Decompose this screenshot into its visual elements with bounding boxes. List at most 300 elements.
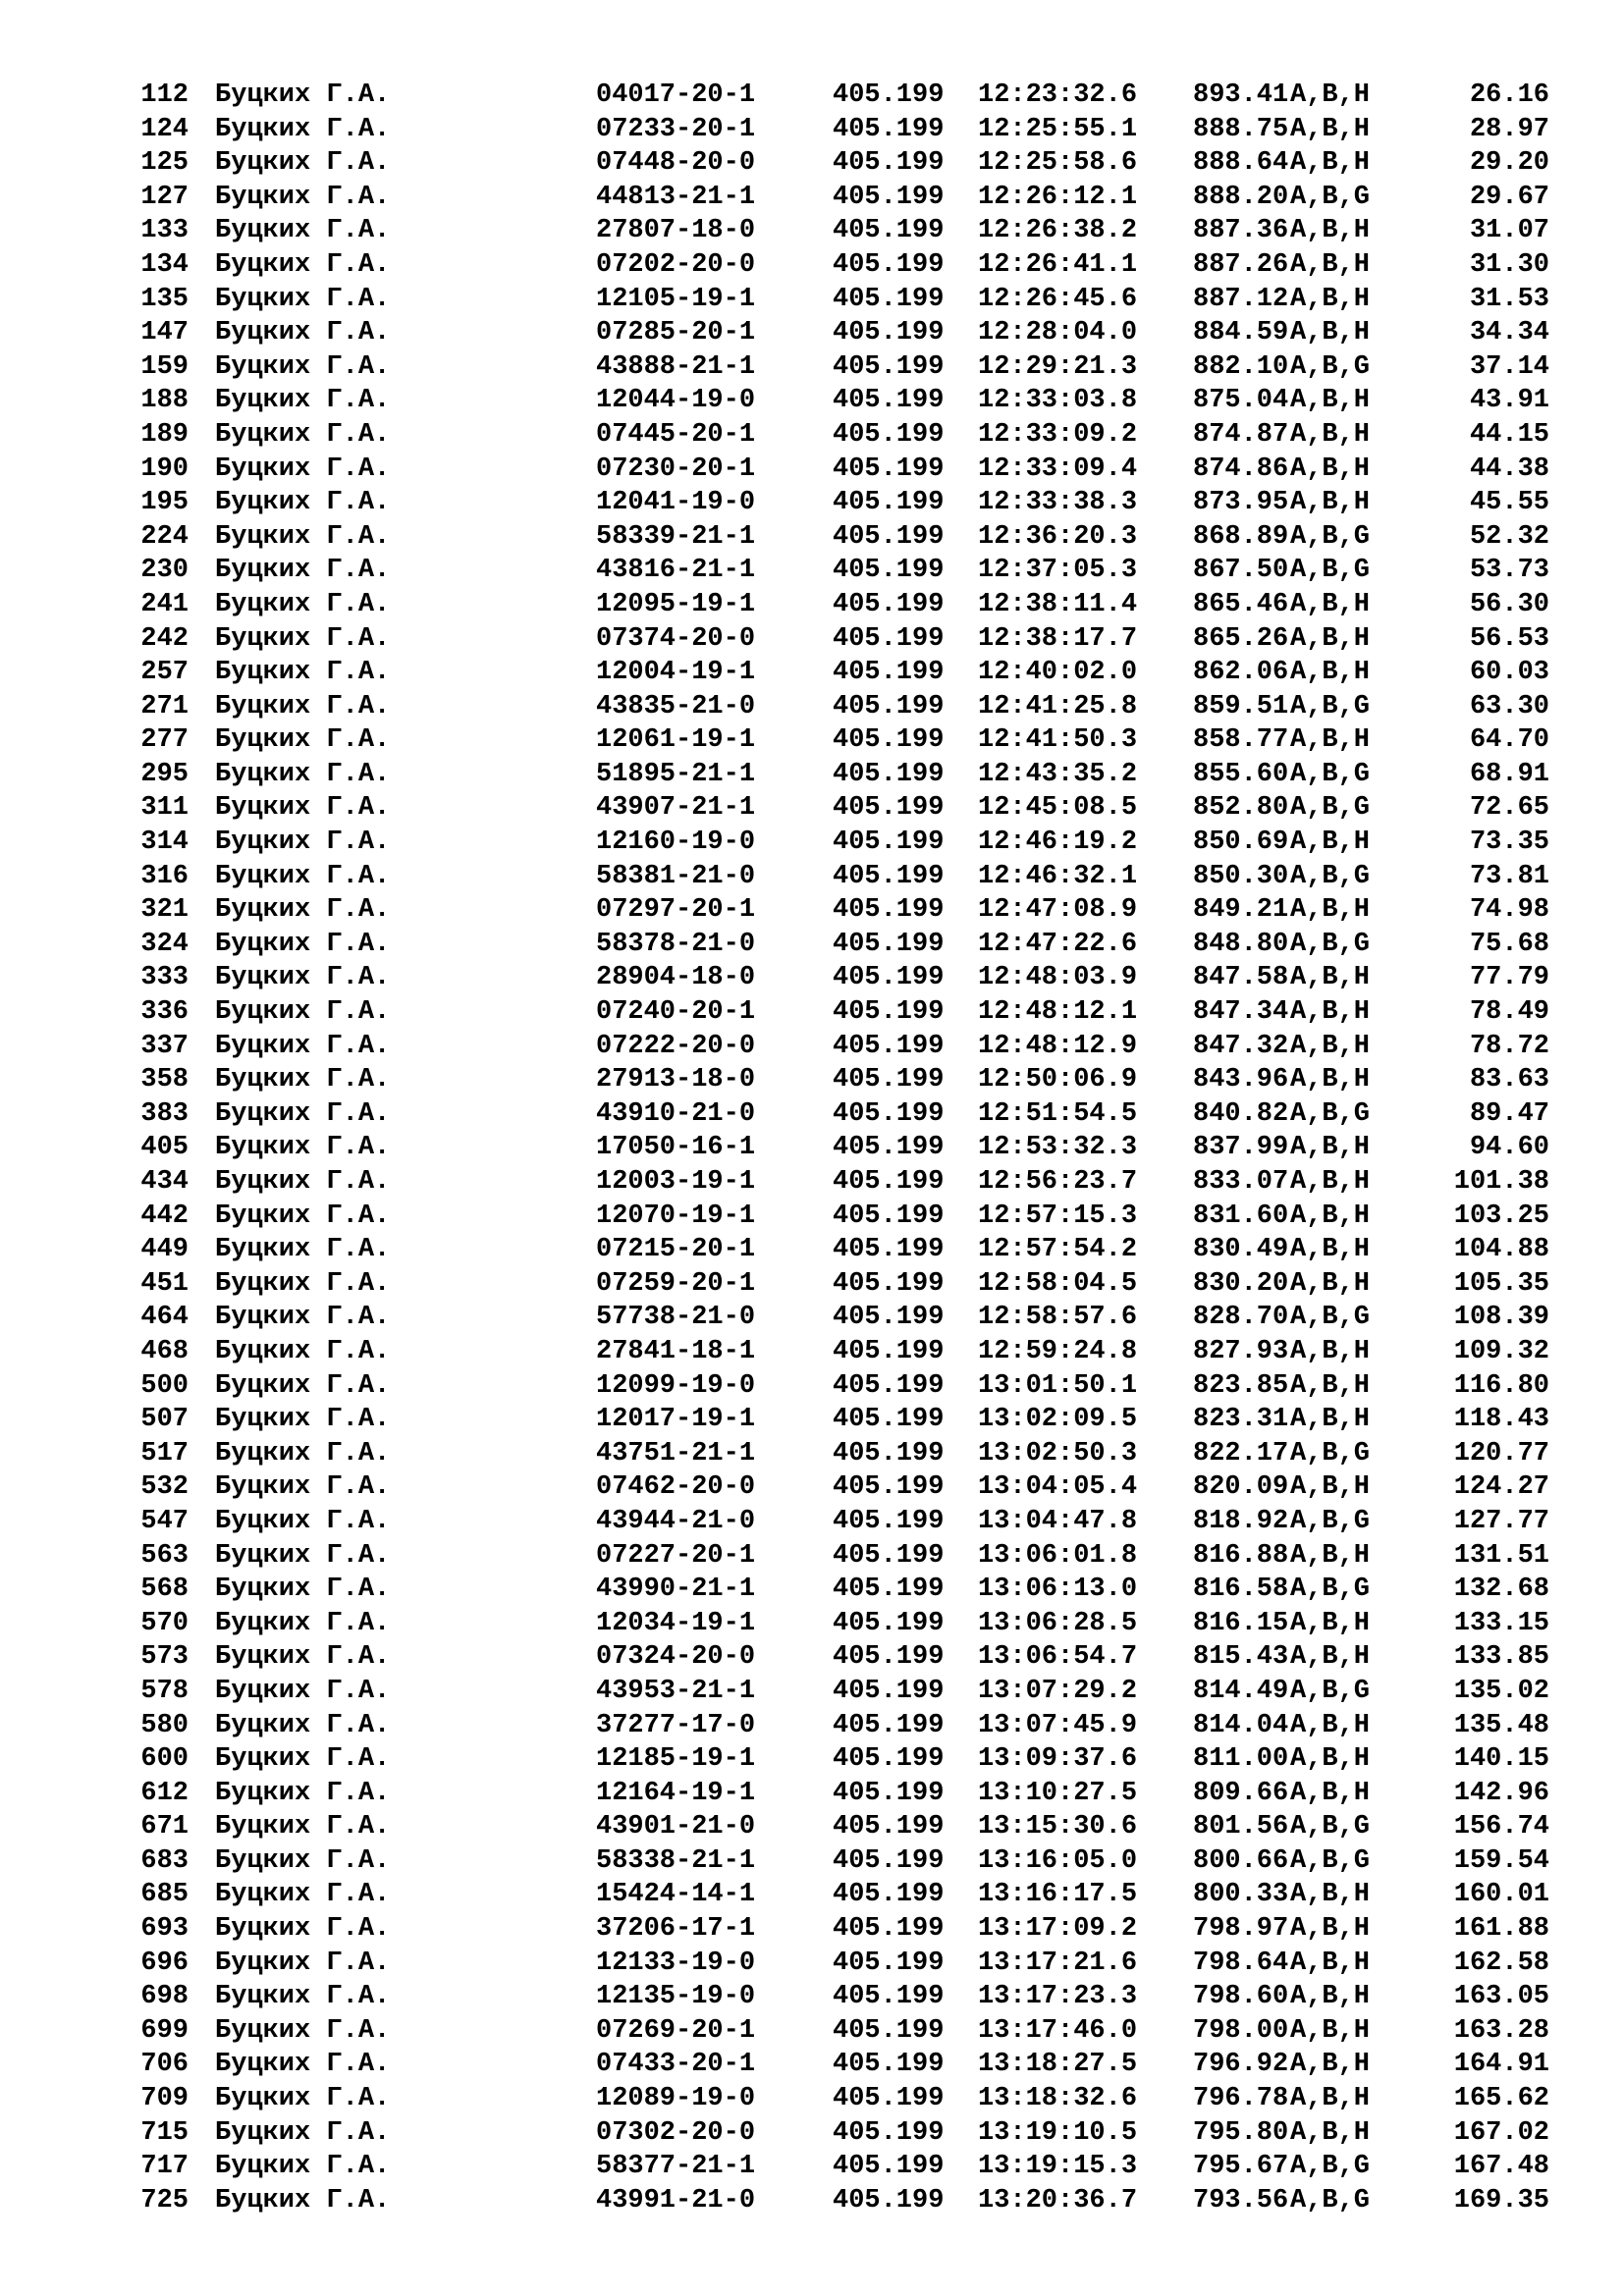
object-code: 07233-20-1 [596, 114, 756, 144]
measurement-value: 848.80 [1193, 929, 1289, 959]
object-code: 12041-19-0 [596, 488, 756, 518]
result-value: 131.51 [1453, 1540, 1549, 1571]
object-code: 12003-19-1 [596, 1167, 756, 1197]
row-number: 709 [140, 2084, 189, 2114]
result-value: 68.91 [1469, 759, 1549, 789]
measurement-value: 887.12 [1193, 284, 1289, 314]
row-number: 698 [140, 1982, 189, 2012]
table-row [137, 1640, 1600, 1675]
flags: A,B,H [1290, 1133, 1371, 1163]
object-code: 07259-20-1 [596, 1268, 756, 1299]
observer-name: Буцких Г.А. [215, 1336, 391, 1366]
measurement-value: 875.04 [1193, 386, 1289, 416]
observer-name: Буцких Г.А. [215, 589, 391, 619]
flags: A,B,G [1290, 759, 1371, 789]
object-code: 07433-20-1 [596, 2050, 756, 2080]
result-value: 118.43 [1453, 1405, 1549, 1435]
measurement-value: 865.46 [1193, 589, 1289, 619]
table-row [137, 1030, 1600, 1064]
observation-time: 12:25:58.6 [978, 148, 1138, 179]
object-code: 07222-20-0 [596, 1031, 756, 1061]
flags: A,B,G [1290, 691, 1371, 721]
observation-time: 13:07:29.2 [978, 1676, 1138, 1706]
object-code: 15424-14-1 [596, 1880, 756, 1910]
flags: A,B,H [1290, 284, 1371, 314]
observation-time: 12:46:19.2 [978, 828, 1138, 858]
row-number: 706 [140, 2050, 189, 2080]
row-number: 547 [140, 1506, 189, 1536]
object-code: 43991-21-0 [596, 2185, 756, 2216]
session-id: 405.199 [833, 2117, 945, 2148]
observation-time: 12:41:50.3 [978, 725, 1138, 756]
observer-name: Буцких Г.А. [215, 2152, 391, 2182]
table-row [137, 214, 1600, 248]
flags: A,B,H [1290, 2084, 1371, 2114]
observation-time: 13:04:47.8 [978, 1506, 1138, 1536]
measurement-value: 811.00 [1193, 1744, 1289, 1775]
observation-time: 12:25:55.1 [978, 114, 1138, 144]
flags: A,B,H [1290, 318, 1371, 348]
result-value: 31.07 [1469, 216, 1549, 246]
observation-time: 12:50:06.9 [978, 1065, 1138, 1095]
session-id: 405.199 [833, 419, 945, 450]
session-id: 405.199 [833, 1710, 945, 1740]
flags: A,B,H [1290, 1201, 1371, 1231]
result-value: 127.77 [1453, 1506, 1549, 1536]
observation-time: 12:41:25.8 [978, 691, 1138, 721]
result-value: 28.97 [1469, 114, 1549, 144]
measurement-value: 816.58 [1193, 1575, 1289, 1605]
table-row [137, 1539, 1600, 1574]
flags: A,B,H [1290, 1880, 1371, 1910]
row-number: 725 [140, 2185, 189, 2216]
result-value: 116.80 [1453, 1370, 1549, 1401]
session-id: 405.199 [833, 691, 945, 721]
table-row [137, 656, 1600, 690]
flags: A,B,H [1290, 148, 1371, 179]
observation-time: 12:36:20.3 [978, 521, 1138, 552]
flags: A,B,H [1290, 963, 1371, 993]
session-id: 405.199 [833, 1405, 945, 1435]
session-id: 405.199 [833, 1098, 945, 1129]
result-value: 26.16 [1469, 80, 1549, 110]
measurement-value: 847.58 [1193, 963, 1289, 993]
measurement-value: 798.60 [1193, 1982, 1289, 2012]
row-number: 685 [140, 1880, 189, 1910]
observer-name: Буцких Г.А. [215, 963, 391, 993]
object-code: 12135-19-0 [596, 1982, 756, 2012]
result-value: 34.34 [1469, 318, 1549, 348]
session-id: 405.199 [833, 1438, 945, 1468]
object-code: 07230-20-1 [596, 454, 756, 484]
observation-time: 13:16:17.5 [978, 1880, 1138, 1910]
result-value: 29.20 [1469, 148, 1549, 179]
flags: A,B,G [1290, 2185, 1371, 2216]
observation-time: 12:47:08.9 [978, 895, 1138, 926]
session-id: 405.199 [833, 556, 945, 586]
measurement-value: 816.15 [1193, 1608, 1289, 1638]
observer-name: Буцких Г.А. [215, 114, 391, 144]
flags: A,B,G [1290, 861, 1371, 891]
table-row [137, 961, 1600, 995]
session-id: 405.199 [833, 182, 945, 212]
table-row [137, 758, 1600, 792]
table-row [137, 1437, 1600, 1471]
table-row [137, 1675, 1600, 1709]
result-value: 135.48 [1453, 1710, 1549, 1740]
object-code: 12070-19-1 [596, 1201, 756, 1231]
measurement-value: 801.56 [1193, 1812, 1289, 1842]
object-code: 43888-21-1 [596, 351, 756, 382]
table-row [137, 1505, 1600, 1539]
measurement-value: 814.04 [1193, 1710, 1289, 1740]
session-id: 405.199 [833, 2050, 945, 2080]
session-id: 405.199 [833, 1201, 945, 1231]
measurement-value: 827.93 [1193, 1336, 1289, 1366]
observation-table [137, 79, 1600, 2217]
row-number: 696 [140, 1948, 189, 1978]
result-value: 160.01 [1453, 1880, 1549, 1910]
row-number: 507 [140, 1405, 189, 1435]
object-code: 43990-21-1 [596, 1575, 756, 1605]
observer-name: Буцких Г.А. [215, 2050, 391, 2080]
row-number: 517 [140, 1438, 189, 1468]
flags: A,B,G [1290, 929, 1371, 959]
row-number: 449 [140, 1235, 189, 1265]
observer-name: Буцких Г.А. [215, 1098, 391, 1129]
table-row [137, 893, 1600, 928]
table-row [137, 520, 1600, 555]
session-id: 405.199 [833, 318, 945, 348]
session-id: 405.199 [833, 2185, 945, 2216]
row-number: 383 [140, 1098, 189, 1129]
observation-time: 12:37:05.3 [978, 556, 1138, 586]
result-value: 165.62 [1453, 2084, 1549, 2114]
flags: A,B,H [1290, 1031, 1371, 1061]
session-id: 405.199 [833, 1845, 945, 1876]
observation-time: 12:57:54.2 [978, 1235, 1138, 1265]
observer-name: Буцких Г.А. [215, 80, 391, 110]
table-row [137, 1200, 1600, 1234]
object-code: 07269-20-1 [596, 2015, 756, 2046]
measurement-value: 873.95 [1193, 488, 1289, 518]
session-id: 405.199 [833, 1948, 945, 1978]
row-number: 190 [140, 454, 189, 484]
observation-time: 12:33:38.3 [978, 488, 1138, 518]
measurement-value: 888.64 [1193, 148, 1289, 179]
session-id: 405.199 [833, 1336, 945, 1366]
flags: A,B,G [1290, 793, 1371, 824]
measurement-value: 820.09 [1193, 1472, 1289, 1503]
row-number: 683 [140, 1845, 189, 1876]
session-id: 405.199 [833, 793, 945, 824]
row-number: 600 [140, 1744, 189, 1775]
measurement-value: 796.78 [1193, 2084, 1289, 2114]
flags: A,B,G [1290, 1676, 1371, 1706]
table-row [137, 2116, 1600, 2151]
flags: A,B,H [1290, 895, 1371, 926]
flags: A,B,H [1290, 1268, 1371, 1299]
observation-time: 12:48:12.1 [978, 997, 1138, 1028]
observer-name: Буцких Г.А. [215, 419, 391, 450]
flags: A,B,G [1290, 1506, 1371, 1536]
object-code: 07324-20-0 [596, 1642, 756, 1673]
object-code: 07445-20-1 [596, 419, 756, 450]
result-value: 135.02 [1453, 1676, 1549, 1706]
result-value: 72.65 [1469, 793, 1549, 824]
measurement-value: 888.20 [1193, 182, 1289, 212]
session-id: 405.199 [833, 623, 945, 654]
object-code: 07215-20-1 [596, 1235, 756, 1265]
observer-name: Буцких Г.А. [215, 556, 391, 586]
observer-name: Буцких Г.А. [215, 1303, 391, 1333]
session-id: 405.199 [833, 1778, 945, 1808]
observer-name: Буцких Г.А. [215, 1201, 391, 1231]
table-row [137, 1165, 1600, 1200]
row-number: 568 [140, 1575, 189, 1605]
observer-name: Буцких Г.А. [215, 1948, 391, 1978]
table-row [137, 1912, 1600, 1947]
observation-time: 12:33:03.8 [978, 386, 1138, 416]
observer-name: Буцких Г.А. [215, 1845, 391, 1876]
row-number: 693 [140, 1914, 189, 1945]
flags: A,B,G [1290, 1575, 1371, 1605]
observation-time: 13:06:28.5 [978, 1608, 1138, 1638]
table-row [137, 248, 1600, 283]
row-number: 612 [140, 1778, 189, 1808]
table-row [137, 1403, 1600, 1437]
flags: A,B,H [1290, 1167, 1371, 1197]
table-row [137, 1233, 1600, 1267]
session-id: 405.199 [833, 1642, 945, 1673]
result-value: 73.35 [1469, 828, 1549, 858]
session-id: 405.199 [833, 216, 945, 246]
object-code: 12099-19-0 [596, 1370, 756, 1401]
session-id: 405.199 [833, 1370, 945, 1401]
row-number: 717 [140, 2152, 189, 2182]
result-value: 63.30 [1469, 691, 1549, 721]
result-value: 29.67 [1469, 182, 1549, 212]
table-row [137, 1777, 1600, 1811]
row-number: 311 [140, 793, 189, 824]
observation-time: 13:06:54.7 [978, 1642, 1138, 1673]
session-id: 405.199 [833, 249, 945, 280]
observation-time: 13:18:27.5 [978, 2050, 1138, 2080]
result-value: 161.88 [1453, 1914, 1549, 1945]
flags: A,B,G [1290, 1303, 1371, 1333]
measurement-value: 855.60 [1193, 759, 1289, 789]
row-number: 271 [140, 691, 189, 721]
measurement-value: 843.96 [1193, 1065, 1289, 1095]
observer-name: Буцких Г.А. [215, 2015, 391, 2046]
session-id: 405.199 [833, 1812, 945, 1842]
observation-time: 13:17:46.0 [978, 2015, 1138, 2046]
object-code: 58381-21-0 [596, 861, 756, 891]
object-code: 12044-19-0 [596, 386, 756, 416]
row-number: 257 [140, 658, 189, 688]
result-value: 133.85 [1453, 1642, 1549, 1673]
measurement-value: 800.66 [1193, 1845, 1289, 1876]
observer-name: Буцких Г.А. [215, 488, 391, 518]
observer-name: Буцких Г.А. [215, 793, 391, 824]
result-value: 103.25 [1453, 1201, 1549, 1231]
table-row [137, 1301, 1600, 1335]
measurement-value: 809.66 [1193, 1778, 1289, 1808]
flags: A,B,G [1290, 182, 1371, 212]
observation-time: 12:40:02.0 [978, 658, 1138, 688]
measurement-value: 852.80 [1193, 793, 1289, 824]
result-value: 44.15 [1469, 419, 1549, 450]
observation-time: 12:53:32.3 [978, 1133, 1138, 1163]
measurement-value: 874.86 [1193, 454, 1289, 484]
result-value: 94.60 [1469, 1133, 1549, 1163]
result-value: 132.68 [1453, 1575, 1549, 1605]
measurement-value: 850.69 [1193, 828, 1289, 858]
object-code: 12017-19-1 [596, 1405, 756, 1435]
session-id: 405.199 [833, 2152, 945, 2182]
row-number: 405 [140, 1133, 189, 1163]
observer-name: Буцких Г.А. [215, 1642, 391, 1673]
flags: A,B,H [1290, 1778, 1371, 1808]
flags: A,B,H [1290, 1472, 1371, 1503]
row-number: 532 [140, 1472, 189, 1503]
observer-name: Буцких Г.А. [215, 1167, 391, 1197]
table-row [137, 1810, 1600, 1844]
flags: A,B,H [1290, 997, 1371, 1028]
session-id: 405.199 [833, 148, 945, 179]
table-row [137, 1947, 1600, 1981]
session-id: 405.199 [833, 284, 945, 314]
object-code: 43910-21-0 [596, 1098, 756, 1129]
session-id: 405.199 [833, 997, 945, 1028]
observation-time: 13:18:32.6 [978, 2084, 1138, 2114]
result-value: 64.70 [1469, 725, 1549, 756]
object-code: 04017-20-1 [596, 80, 756, 110]
table-row [137, 1607, 1600, 1641]
observation-time: 12:26:12.1 [978, 182, 1138, 212]
session-id: 405.199 [833, 1880, 945, 1910]
table-row [137, 1267, 1600, 1302]
object-code: 07285-20-1 [596, 318, 756, 348]
object-code: 07202-20-0 [596, 249, 756, 280]
table-row [137, 2184, 1600, 2218]
flags: A,B,G [1290, 521, 1371, 552]
observation-time: 12:59:24.8 [978, 1336, 1138, 1366]
observation-time: 13:19:10.5 [978, 2117, 1138, 2148]
object-code: 07302-20-0 [596, 2117, 756, 2148]
observation-time: 12:47:22.6 [978, 929, 1138, 959]
observation-time: 13:01:50.1 [978, 1370, 1138, 1401]
session-id: 405.199 [833, 1133, 945, 1163]
flags: A,B,H [1290, 488, 1371, 518]
measurement-value: 800.33 [1193, 1880, 1289, 1910]
row-number: 699 [140, 2015, 189, 2046]
row-number: 112 [140, 80, 189, 110]
flags: A,B,H [1290, 1235, 1371, 1265]
observer-name: Буцких Г.А. [215, 861, 391, 891]
measurement-value: 830.20 [1193, 1268, 1289, 1299]
row-number: 188 [140, 386, 189, 416]
row-number: 563 [140, 1540, 189, 1571]
observation-time: 12:28:04.0 [978, 318, 1138, 348]
object-code: 58378-21-0 [596, 929, 756, 959]
observation-time: 13:06:01.8 [978, 1540, 1138, 1571]
flags: A,B,G [1290, 1812, 1371, 1842]
result-value: 78.49 [1469, 997, 1549, 1028]
observer-name: Буцких Г.А. [215, 1268, 391, 1299]
session-id: 405.199 [833, 386, 945, 416]
table-row [137, 690, 1600, 724]
object-code: 27913-18-0 [596, 1065, 756, 1095]
session-id: 405.199 [833, 1914, 945, 1945]
row-number: 127 [140, 182, 189, 212]
result-value: 56.53 [1469, 623, 1549, 654]
row-number: 241 [140, 589, 189, 619]
observer-name: Буцких Г.А. [215, 1778, 391, 1808]
row-number: 133 [140, 216, 189, 246]
row-number: 442 [140, 1201, 189, 1231]
observer-name: Буцких Г.А. [215, 454, 391, 484]
measurement-value: 798.97 [1193, 1914, 1289, 1945]
flags: A,B,H [1290, 1982, 1371, 2012]
result-value: 53.73 [1469, 556, 1549, 586]
object-code: 12061-19-1 [596, 725, 756, 756]
observer-name: Буцких Г.А. [215, 997, 391, 1028]
row-number: 321 [140, 895, 189, 926]
table-row [137, 826, 1600, 860]
flags: A,B,H [1290, 1608, 1371, 1638]
result-value: 43.91 [1469, 386, 1549, 416]
result-value: 56.30 [1469, 589, 1549, 619]
measurement-value: 828.70 [1193, 1303, 1289, 1333]
session-id: 405.199 [833, 1608, 945, 1638]
object-code: 37277-17-0 [596, 1710, 756, 1740]
observer-name: Буцких Г.А. [215, 1540, 391, 1571]
result-value: 156.74 [1453, 1812, 1549, 1842]
flags: A,B,H [1290, 1370, 1371, 1401]
observation-time: 13:17:23.3 [978, 1982, 1138, 2012]
object-code: 12095-19-1 [596, 589, 756, 619]
object-code: 12105-19-1 [596, 284, 756, 314]
result-value: 31.30 [1469, 249, 1549, 280]
object-code: 07240-20-1 [596, 997, 756, 1028]
observer-name: Буцких Г.А. [215, 249, 391, 280]
observer-name: Буцких Г.А. [215, 759, 391, 789]
row-number: 195 [140, 488, 189, 518]
table-row [137, 1844, 1600, 1879]
observation-time: 13:17:21.6 [978, 1948, 1138, 1978]
observation-time: 13:07:45.9 [978, 1710, 1138, 1740]
object-code: 43907-21-1 [596, 793, 756, 824]
flags: A,B,H [1290, 1744, 1371, 1775]
object-code: 58377-21-1 [596, 2152, 756, 2182]
session-id: 405.199 [833, 454, 945, 484]
flags: A,B,H [1290, 1540, 1371, 1571]
observation-time: 13:17:09.2 [978, 1914, 1138, 1945]
row-number: 337 [140, 1031, 189, 1061]
object-code: 07448-20-0 [596, 148, 756, 179]
row-number: 500 [140, 1370, 189, 1401]
observer-name: Буцких Г.А. [215, 1880, 391, 1910]
session-id: 405.199 [833, 1031, 945, 1061]
measurement-value: 840.82 [1193, 1098, 1289, 1129]
flags: A,B,H [1290, 658, 1371, 688]
measurement-value: 831.60 [1193, 1201, 1289, 1231]
row-number: 230 [140, 556, 189, 586]
observation-time: 12:58:04.5 [978, 1268, 1138, 1299]
row-number: 336 [140, 997, 189, 1028]
measurement-value: 796.92 [1193, 2050, 1289, 2080]
